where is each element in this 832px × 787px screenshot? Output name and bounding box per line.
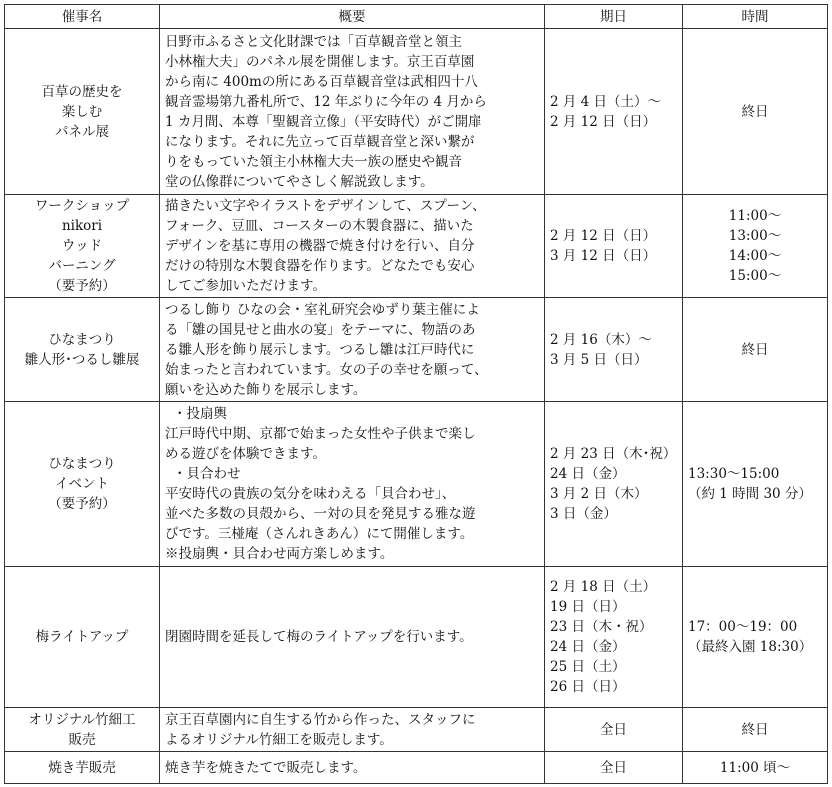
summary-cell: 京王百草園内に自生する竹から作った、スタッフに よるオリジナル竹細工を販売します。 bbox=[160, 708, 545, 752]
time-cell: 11:00 頃～ bbox=[683, 752, 828, 784]
event-name-cell: ひなまつり イベント （要予約） bbox=[5, 402, 160, 567]
date-cell: 2 月 18 日（土） 19 日（日） 23 日（木・祝） 24 日（金） 25 日（土） 26 日（日） bbox=[545, 567, 683, 708]
date-cell: 全日 bbox=[545, 708, 683, 752]
date-cell: 2 月 12 日（日） 3 月 12 日（日） bbox=[545, 195, 683, 298]
date-cell: 2 月 23 日（木･祝） 24 日（金） 3 月 2 日（木） 3 日（金） bbox=[545, 402, 683, 567]
header-summary: 概要 bbox=[160, 5, 545, 29]
time-cell: 終日 bbox=[683, 708, 828, 752]
event-name-cell: 百草の歴史を 楽しむ パネル展 bbox=[5, 29, 160, 195]
table-row bbox=[5, 29, 828, 195]
event-name-cell: 焼き芋販売 bbox=[5, 752, 160, 784]
time-cell: 13:30～15:00 （約 1 時間 30 分） bbox=[683, 402, 828, 567]
header-row bbox=[5, 5, 828, 29]
date-cell: 全日 bbox=[545, 752, 683, 784]
table-row bbox=[5, 752, 828, 784]
date-cell: 2 月 16（木）～ 3 月 5 日（日） bbox=[545, 298, 683, 402]
summary-cell: 描きたい文字やイラストをデザインして、スプーン、 フォーク、豆皿、コースターの木製食器に、描いた デザインを基に専用の機器で焼き付けを行い、自分 だけの特別な木製食器を作ります。どなたでも安心 してご参加いただけます。 bbox=[160, 195, 545, 298]
event-name-cell: オリジナル竹細工 販売 bbox=[5, 708, 160, 752]
table-row bbox=[5, 708, 828, 752]
date-cell: 2 月 4 日（土）～ 2 月 12 日（日） bbox=[545, 29, 683, 195]
table-row bbox=[5, 402, 828, 567]
header-event-name: 催事名 bbox=[5, 5, 160, 29]
summary-cell: つるし飾り ひなの会・室礼研究会ゆずり葉主催によ る「雛の国見せと曲水の宴」をテーマに、物語のあ る雛人形を飾り展示します。つるし雛は江戸時代に 始まったと言われています。女の子の幸せを願って、 願いを込めた飾りを展示します。 bbox=[160, 298, 545, 402]
summary-cell: 焼き芋を焼きたてで販売します。 bbox=[160, 752, 545, 784]
table-row bbox=[5, 195, 828, 298]
time-cell: 11:00～ 13:00～ 14:00～ 15:00～ bbox=[683, 195, 828, 298]
table-row bbox=[5, 298, 828, 402]
header-date: 期日 bbox=[545, 5, 683, 29]
time-cell: 終日 bbox=[683, 29, 828, 195]
summary-cell: ・投扇輿 江戸時代中期、京都で始まった女性や子供まで楽し める遊びを体験できます。 ・貝合わせ 平安時代の貴族の気分を味わえる「貝合わせ」、 並べた多数の貝殻から、一対の貝を発見する雅な遊 びです。三椪庵（さんれきあん）にて開催します。 ※投扇輿・貝合わせ両方楽しめます。 bbox=[160, 402, 545, 567]
event-name-cell: ひなまつり 雛人形･つるし雛展 bbox=[5, 298, 160, 402]
event-table bbox=[4, 4, 828, 784]
time-cell: 終日 bbox=[683, 298, 828, 402]
header-time: 時間 bbox=[683, 5, 828, 29]
table-row bbox=[5, 567, 828, 708]
event-name-cell: 梅ライトアップ bbox=[5, 567, 160, 708]
summary-cell: 閉園時間を延長して梅のライトアップを行います。 bbox=[160, 567, 545, 708]
summary-cell: 日野市ふるさと文化財課では「百草観音堂と領主 小林権大夫」のパネル展を開催します。京王百草園 から南に 400mの所にある百草観音堂は武相四十八 観音霊場第九番札所で、12 年ぶりに今年の 4 月から 1 カ月間、本尊「聖観音立像」（平安時代）がご開扉 になります。それに先立って百草観音堂と深い繋が りをもっていた領主小林権大夫一族の歴史や観音 堂の仏像群についてやさしく解説致します。 bbox=[160, 29, 545, 195]
time-cell: 17：00～19：00 （最終入園 18:30） bbox=[683, 567, 828, 708]
event-name-cell: ワークショップ nikori ウッド バーニング （要予約） bbox=[5, 195, 160, 298]
